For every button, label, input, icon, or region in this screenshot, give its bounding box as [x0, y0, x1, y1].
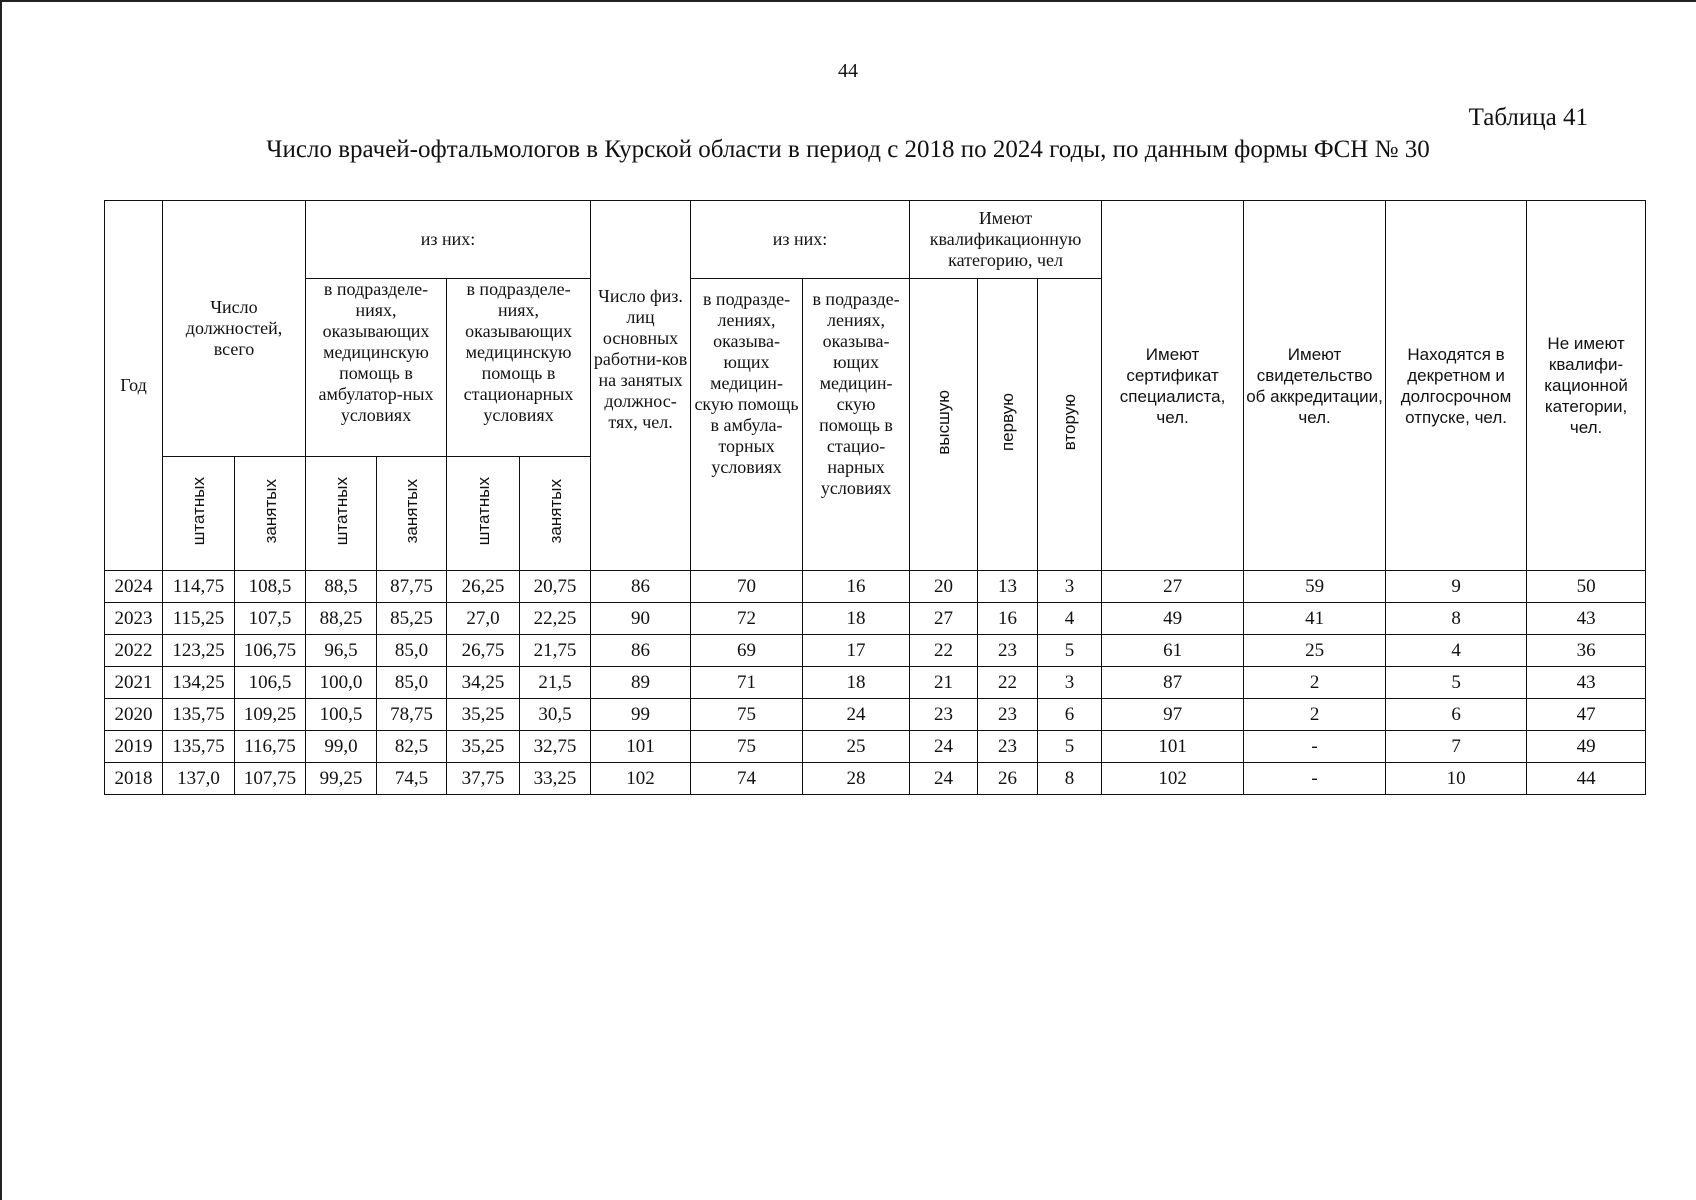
- table-cell: 21,5: [520, 667, 591, 699]
- table-cell: -: [1244, 763, 1386, 795]
- table-cell: 17: [803, 635, 910, 667]
- table-cell: 88,5: [306, 571, 377, 603]
- header-persons-inpatient: в подразде-лениях, оказыва-ющих медицин-скую помощь в стацио-нарных условиях: [803, 279, 910, 571]
- cell-year: 2019: [105, 731, 163, 763]
- table-cell: 99: [591, 699, 691, 731]
- table-cell: 21,75: [520, 635, 591, 667]
- table-cell: 2: [1244, 699, 1386, 731]
- header-year: Год: [105, 201, 163, 571]
- table-cell: 27: [1102, 571, 1244, 603]
- table-cell: 49: [1527, 731, 1646, 763]
- header-of-them-positions: из них:: [306, 201, 591, 279]
- table-title: Число врачей-офтальмологов в Курской области в период с 2018 по 2024 годы, по данным формы ФСН № 30: [266, 136, 1430, 163]
- table-cell: 6: [1386, 699, 1527, 731]
- table-cell: 27,0: [447, 603, 520, 635]
- table-cell: 3: [1038, 571, 1102, 603]
- table-body: [105, 571, 1646, 795]
- table-cell: 18: [803, 667, 910, 699]
- table-cell: 25: [1244, 635, 1386, 667]
- table-cell: 100,0: [306, 667, 377, 699]
- table-row: [105, 731, 1646, 763]
- table-cell: 82,5: [377, 731, 447, 763]
- table-cell: 106,5: [235, 667, 306, 699]
- header-staff-outpatient: штатных: [331, 476, 351, 546]
- table-row: [105, 635, 1646, 667]
- cell-year: 2018: [105, 763, 163, 795]
- table-cell: 26: [978, 763, 1038, 795]
- table-cell: 107,5: [235, 603, 306, 635]
- table-cell: 90: [591, 603, 691, 635]
- table-cell: 99,25: [306, 763, 377, 795]
- table-cell: 33,25: [520, 763, 591, 795]
- table-cell: 24: [910, 731, 978, 763]
- table-cell: 87: [1102, 667, 1244, 699]
- table-row: [105, 603, 1646, 635]
- table-cell: 2: [1244, 667, 1386, 699]
- ophthalmologists-table: [104, 200, 1646, 795]
- table-cell: 71: [691, 667, 803, 699]
- table-cell: 43: [1527, 667, 1646, 699]
- table-cell: 102: [1102, 763, 1244, 795]
- page-frame-left: [0, 0, 2, 1200]
- header-leave: Находятся в декретном и долгосрочном отпуске, чел.: [1386, 201, 1527, 571]
- header-outpatient-units: в подразделе-ниях, оказывающих медицинскую помощь в амбулатор-ных условиях: [306, 279, 447, 457]
- table-cell: 27: [910, 603, 978, 635]
- table-cell: 3: [1038, 667, 1102, 699]
- table-cell: 85,0: [377, 635, 447, 667]
- table-cell: 75: [691, 731, 803, 763]
- table-cell: 28: [803, 763, 910, 795]
- table-cell: 23: [978, 731, 1038, 763]
- header-persons-outpatient: в подразде-лениях, оказыва-ющих медицин-скую помощь в амбула-торных условиях: [691, 279, 803, 571]
- table-cell: 101: [1102, 731, 1244, 763]
- table-row: [105, 571, 1646, 603]
- header-staff-total: штатных: [189, 476, 208, 546]
- table-cell: 26,75: [447, 635, 520, 667]
- table-cell: 102: [591, 763, 691, 795]
- table-cell: 107,75: [235, 763, 306, 795]
- table-cell: 85,0: [377, 667, 447, 699]
- table-cell: 22: [978, 667, 1038, 699]
- table-cell: 74: [691, 763, 803, 795]
- table-row: [105, 763, 1646, 795]
- header-occupied-inpatient: занятых: [545, 478, 565, 544]
- table-cell: 116,75: [235, 731, 306, 763]
- table-cell: 22: [910, 635, 978, 667]
- header-certificate: Имеют сертификат специалиста, чел.: [1102, 201, 1244, 571]
- table-cell: 26,25: [447, 571, 520, 603]
- table-cell: 34,25: [447, 667, 520, 699]
- header-staff-inpatient: штатных: [473, 476, 493, 546]
- table-label: Таблица 41: [1468, 104, 1588, 131]
- table-cell: 87,75: [377, 571, 447, 603]
- table-cell: 115,25: [163, 603, 235, 635]
- table-cell: 35,25: [447, 699, 520, 731]
- table-cell: 134,25: [163, 667, 235, 699]
- table-cell: 20: [910, 571, 978, 603]
- table-cell: 75: [691, 699, 803, 731]
- table-cell: -: [1244, 731, 1386, 763]
- table-cell: 61: [1102, 635, 1244, 667]
- cell-year: 2023: [105, 603, 163, 635]
- table-cell: 20,75: [520, 571, 591, 603]
- table-cell: 21: [910, 667, 978, 699]
- table-cell: 36: [1527, 635, 1646, 667]
- table-cell: 49: [1102, 603, 1244, 635]
- table-cell: 137,0: [163, 763, 235, 795]
- table-cell: 10: [1386, 763, 1527, 795]
- table-cell: 4: [1386, 635, 1527, 667]
- table-cell: 97: [1102, 699, 1244, 731]
- table-cell: 85,25: [377, 603, 447, 635]
- table-cell: 106,75: [235, 635, 306, 667]
- table-cell: 16: [978, 603, 1038, 635]
- table-cell: 25: [803, 731, 910, 763]
- page-frame-top: [0, 0, 1696, 2]
- header-highest: высшую: [934, 389, 954, 455]
- table-cell: 135,75: [163, 699, 235, 731]
- header-second: вторую: [1060, 393, 1080, 451]
- table-cell: 16: [803, 571, 910, 603]
- table-cell: 4: [1038, 603, 1102, 635]
- table-cell: 99,0: [306, 731, 377, 763]
- table-cell: 24: [910, 763, 978, 795]
- table-cell: 88,25: [306, 603, 377, 635]
- header-qualification-category: Имеют квалификационную категорию, чел: [910, 201, 1102, 279]
- table-cell: 114,75: [163, 571, 235, 603]
- table-cell: 5: [1386, 667, 1527, 699]
- header-occupied-outpatient: занятых: [402, 478, 422, 544]
- table-cell: 35,25: [447, 731, 520, 763]
- table-row: [105, 699, 1646, 731]
- table-cell: 8: [1038, 763, 1102, 795]
- table-cell: 47: [1527, 699, 1646, 731]
- table-cell: 69: [691, 635, 803, 667]
- table-cell: 59: [1244, 571, 1386, 603]
- table-cell: 18: [803, 603, 910, 635]
- table-cell: 6: [1038, 699, 1102, 731]
- header-no-category: Не имеют квалифи-кационной категории, чел.: [1527, 201, 1646, 571]
- table-cell: 72: [691, 603, 803, 635]
- table-cell: 23: [978, 699, 1038, 731]
- table-cell: 89: [591, 667, 691, 699]
- header-first: первую: [998, 392, 1018, 452]
- header-of-them-persons: из них:: [691, 201, 910, 279]
- table-cell: 8: [1386, 603, 1527, 635]
- table-cell: 24: [803, 699, 910, 731]
- table-cell: 44: [1527, 763, 1646, 795]
- table-cell: 78,75: [377, 699, 447, 731]
- page-number: 44: [838, 60, 858, 82]
- table-cell: 22,25: [520, 603, 591, 635]
- table-cell: 23: [978, 635, 1038, 667]
- table-cell: 5: [1038, 731, 1102, 763]
- table-cell: 135,75: [163, 731, 235, 763]
- table-cell: 96,5: [306, 635, 377, 667]
- table-cell: 43: [1527, 603, 1646, 635]
- table-cell: 70: [691, 571, 803, 603]
- table-cell: 109,25: [235, 699, 306, 731]
- table-cell: 101: [591, 731, 691, 763]
- cell-year: 2024: [105, 571, 163, 603]
- table-cell: 108,5: [235, 571, 306, 603]
- table-cell: 9: [1386, 571, 1527, 603]
- table-cell: 7: [1386, 731, 1527, 763]
- cell-year: 2021: [105, 667, 163, 699]
- table-cell: 50: [1527, 571, 1646, 603]
- table-cell: 74,5: [377, 763, 447, 795]
- header-occupied-total: занятых: [260, 478, 280, 544]
- header-inpatient-units: в подразделе-ниях, оказывающих медицинскую помощь в стационарных условиях: [447, 279, 591, 457]
- header-positions-total: Число должностей, всего: [163, 201, 306, 457]
- table-cell: 123,25: [163, 635, 235, 667]
- table-cell: 23: [910, 699, 978, 731]
- table-cell: 41: [1244, 603, 1386, 635]
- table-cell: 13: [978, 571, 1038, 603]
- table-row: [105, 667, 1646, 699]
- table-cell: 86: [591, 571, 691, 603]
- table-cell: 86: [591, 635, 691, 667]
- cell-year: 2020: [105, 699, 163, 731]
- cell-year: 2022: [105, 635, 163, 667]
- table-cell: 100,5: [306, 699, 377, 731]
- table-cell: 37,75: [447, 763, 520, 795]
- header-accreditation: Имеют свидетельство об аккредитации, чел.: [1244, 201, 1386, 571]
- header-persons: Число физ. лиц основных работни-ков на занятых должнос-тях, чел.: [591, 201, 691, 571]
- table-cell: 5: [1038, 635, 1102, 667]
- table-cell: 30,5: [520, 699, 591, 731]
- table-cell: 32,75: [520, 731, 591, 763]
